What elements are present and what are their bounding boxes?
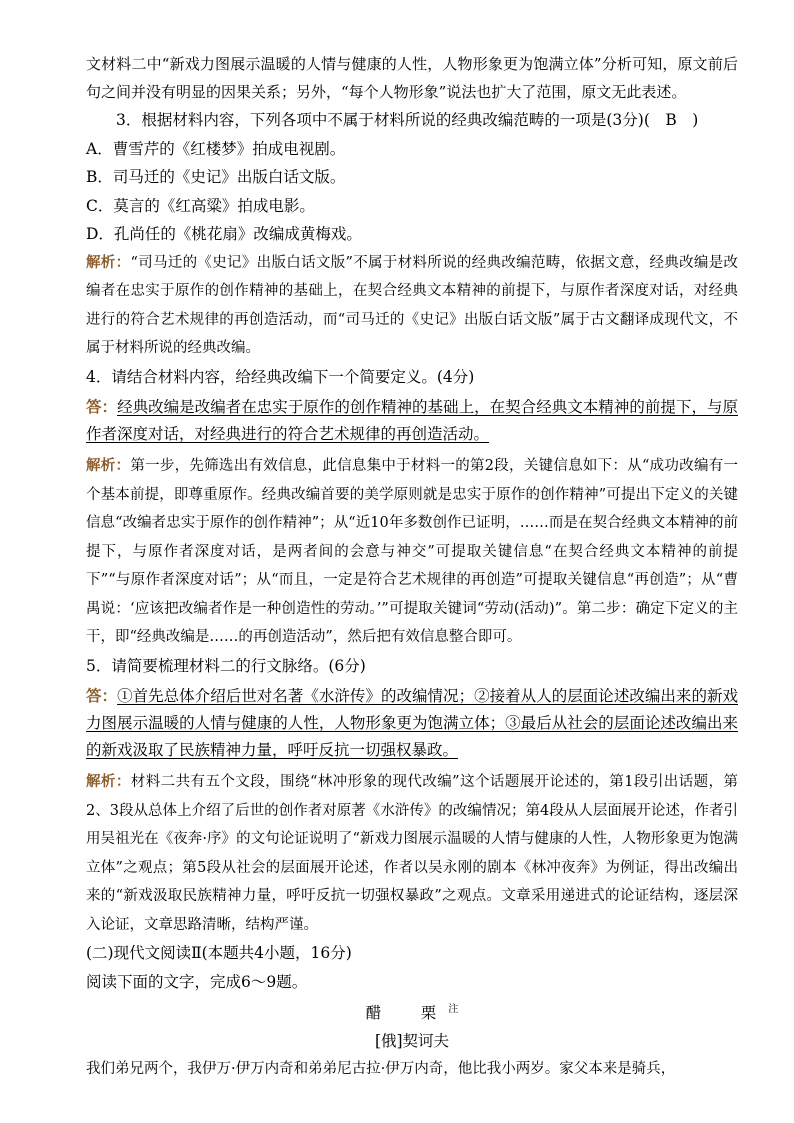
- story-title: 醋 栗$^注$: [365, 1004, 459, 1023]
- explanation-label: 解析：: [86, 773, 131, 790]
- explanation-text: “司马迁的《史记》出版白话文版”不属于材料所说的经典改编范畴，依据文意，经典改编是改编者在忠实于原作的创作精神的基础上，在契合经典文本精神的前提下，与原作者深度对话，对经典进行的符合艺术规律的再创造活动，而“司马迁的《史记》出版白话文版”属于古文翻译成现代文，不属于材料所说的经典改编。: [86, 254, 738, 356]
- story-author: [俄]契诃夫: [374, 1032, 450, 1051]
- answer-text: ①首先总体介绍后世对名著《水浒传》的改编情况；②接着从人的层面论述改编出来的新戏力图展示温暖的人情与健康的人性，人物形象更为饱满立体；③最后从社会的层面论述改编出来的新戏汲取了民族精神力量，呼吁反抗一切强权暴政。: [86, 687, 738, 759]
- section-heading: (二)现代文阅读Ⅱ(本题共4小题，16分): [86, 944, 352, 962]
- question-5-stem: 5．请简要梳理材料二的行文脉络。(6分): [86, 656, 366, 675]
- document-page: [86, 50, 738, 1084]
- question-3-stem: 3．根据材料内容，下列各项中不属于材料所说的经典改编范畴的一项是(3分)( B ): [116, 111, 699, 129]
- option-a: A．曹雪芹的《红楼梦》拍成电视剧。: [86, 139, 346, 158]
- option-b: B．司马迁的《史记》出版白话文版。: [86, 168, 346, 186]
- question-4-stem: 4．请结合材料内容，给经典改编下一个简要定义。(4分): [86, 367, 475, 386]
- story-title-note: 注: [448, 1004, 459, 1015]
- story-first-line: 我们弟兄两个，我伊万·伊万内奇和弟弟尼古拉·伊万内奇，他比我小两岁。家父本来是骑兵，: [86, 1061, 676, 1078]
- explanation-label: 解析：: [86, 253, 131, 271]
- option-d: D．孔尚任的《桃花扇》改编成黄梅戏。: [86, 225, 362, 243]
- paragraph-intro: 文材料二中“新戏力图展示温暖的人情与健康的人性，人物形象更为饱满立体”分析可知，原文前后句之间并没有明显的因果关系；另外，“每个人物形象”说法也扩大了范围，原文无此表述。: [86, 55, 738, 101]
- question-5-answer: [86, 682, 738, 764]
- question-4-answer: [86, 393, 738, 448]
- reading-instruction: 阅读下面的文字，完成6～9题。: [86, 972, 308, 991]
- question-5-explanation: [86, 768, 738, 939]
- answer-label: 答：: [86, 686, 118, 705]
- answer-label: 答：: [86, 397, 118, 416]
- explanation-text: 第一步，先筛选出有效信息，此信息集中于材料一的第2段，关键信息如下：从“成功改编有一个基本前提，即尊重原作。经典改编首要的美学原则就是忠实于原作的创作精神”可提出下定义的关键信息“改编者忠实于原作的创作精神”；从“近10年多数创作已证明，……而是在契合经典文本精神的前提下，与原作者深度对话，是两者间的会意与神交”可提取关键信息“在契合经典文本精神的前提下”“与原作者深度对话”；从“而且，一定是符合艺术规律的再创造”可提取关键信息“再创造”；从“曹禺说：‘应该把改编者作是一种创造性的劳动。’”可提取关键词“劳动(活动)”。第二步：确定下定义的主干，即“经典改编是……的再创造活动”，然后把有效信息整合即可。: [86, 458, 738, 645]
- question-4-explanation: [86, 452, 738, 652]
- option-c: C．莫言的《红高粱》拍成电影。: [86, 196, 315, 215]
- explanation-text: 材料二共有五个文段，围绕“林冲形象的现代改编”这个话题展开论述的，第1段引出话题，第2、3段从总体上介绍了后世的创作者对原著《水浒传》的改编情况；第4段从人层面展开论述，作者引用吴祖光在《夜奔·序》的文句论证说明了“新戏力图展示温暖的人情与健康的人性，人物形象更为饱满立体”之观点；第5段从社会的层面展开论述，作者以吴永刚的剧本《林冲夜奔》为例证，得出改编出来的“新戏汲取民族精神力量，呼吁反抗一切强权暴政”之观点。文章采用递进式的论证结构，逐层深入论证，文章思路清晰，结构严谨。: [86, 774, 738, 933]
- question-3-explanation: [86, 249, 738, 363]
- answer-text: 经典改编是改编者在忠实于原作的创作精神的基础上，在契合经典文本精神的前提下，与原作者深度对话，对经典进行的符合艺术规律的再创造活动。: [86, 398, 738, 443]
- explanation-label: 解析：: [86, 457, 131, 474]
